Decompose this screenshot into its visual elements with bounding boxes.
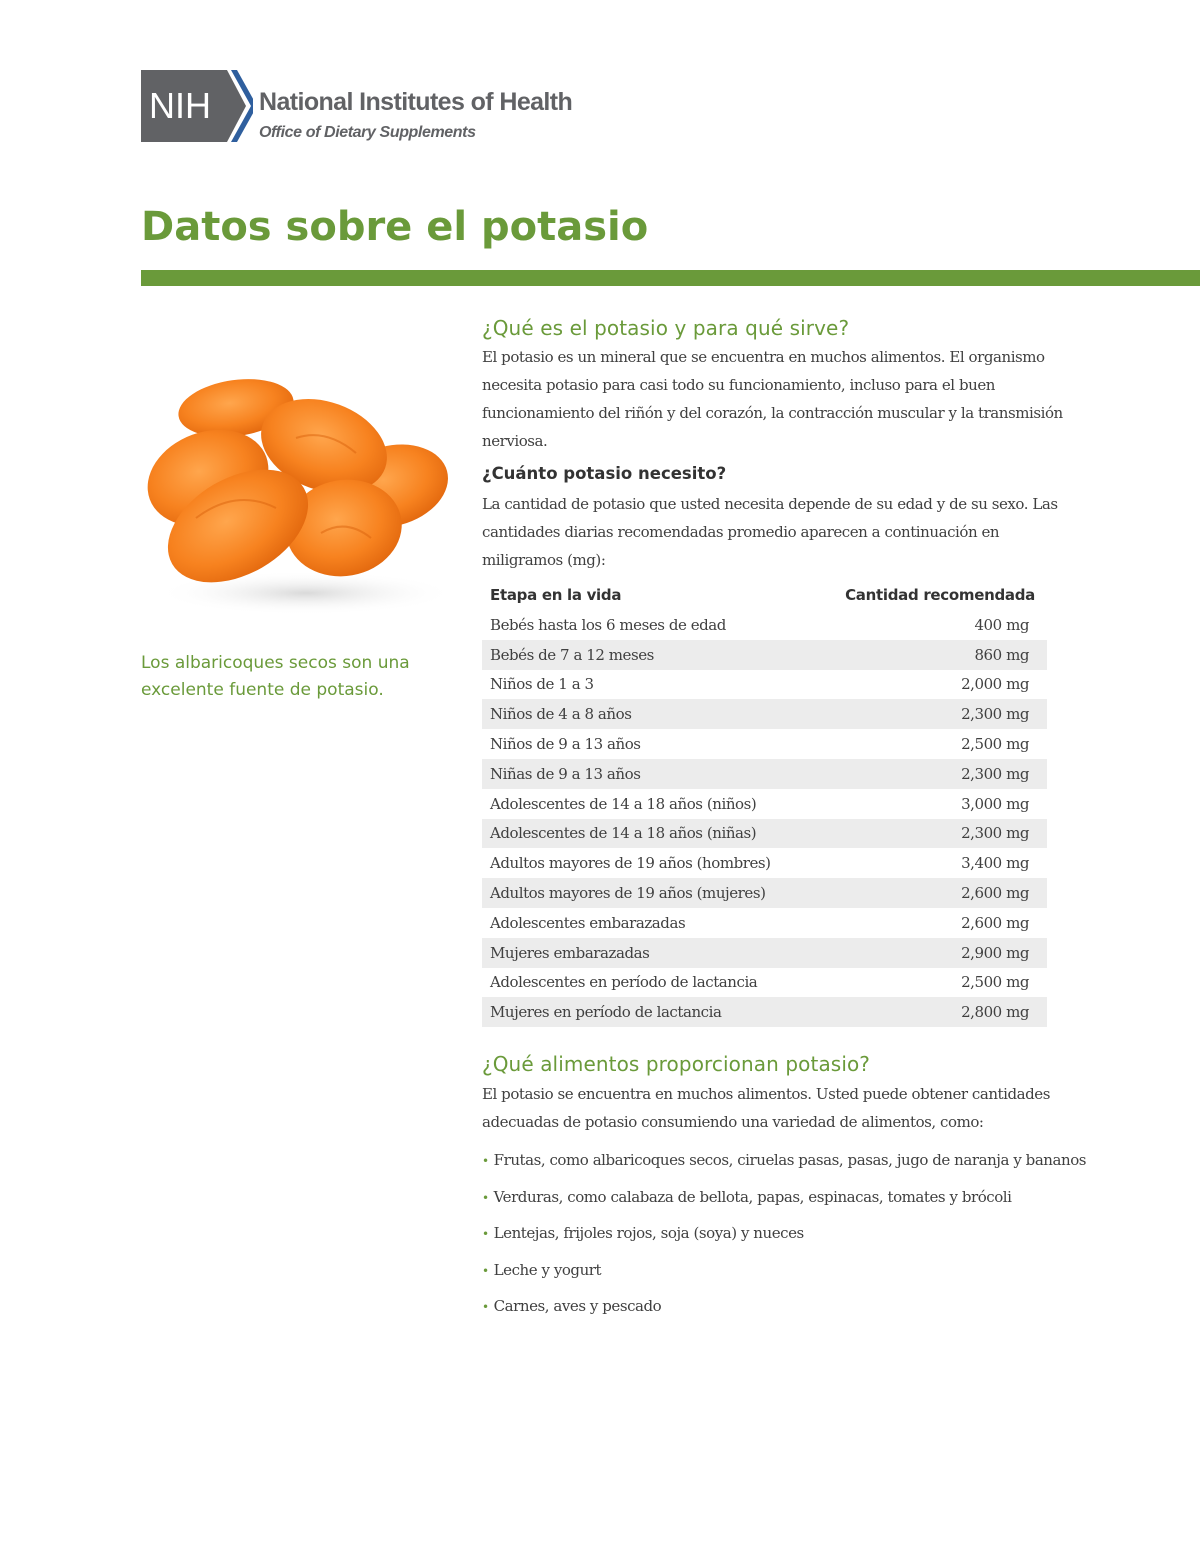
list-item-text: Verduras, como calabaza de bellota, papas, espinacas, tomates y brócoli (493, 1187, 1012, 1206)
stage-cell: Adolescentes de 14 a 18 años (niñas) (490, 824, 757, 843)
list-item (482, 1179, 1086, 1216)
amount-cell: 2,500 mg (961, 735, 1029, 754)
stage-cell: Mujeres embarazadas (490, 943, 650, 962)
amount-cell: 2,600 mg (961, 884, 1029, 903)
amount-cell: 3,400 mg (961, 854, 1029, 873)
table-header (482, 580, 1047, 610)
amount-cell: 400 mg (974, 615, 1029, 634)
table-row (482, 997, 1047, 1027)
stage-cell: Niños de 1 a 3 (490, 675, 594, 694)
table-row (482, 819, 1047, 849)
amount-cell: 3,000 mg (961, 794, 1029, 813)
bullet-icon: • (482, 1154, 489, 1168)
title-divider (141, 270, 1200, 286)
amount-cell: 2,300 mg (961, 705, 1029, 724)
amount-cell: 2,800 mg (961, 1003, 1029, 1022)
list-item (482, 1288, 1086, 1325)
column-header-stage: Etapa en la vida (490, 586, 622, 604)
photo-caption: Los albaricoques secos son una excelente fuente de potasio. (141, 653, 410, 700)
table-row (482, 908, 1047, 938)
amount-cell: 2,000 mg (961, 675, 1029, 694)
amount-cell: 860 mg (974, 645, 1029, 664)
table-row (482, 610, 1047, 640)
list-item (482, 1252, 1086, 1289)
amount-cell: 2,500 mg (961, 973, 1029, 992)
list-item (482, 1215, 1086, 1252)
amount-cell: 2,900 mg (961, 943, 1029, 962)
table-row (482, 640, 1047, 670)
stage-cell: Mujeres en período de lactancia (490, 1003, 722, 1022)
bullet-icon: • (482, 1263, 489, 1278)
bullet-icon: • (482, 1190, 489, 1205)
column-header-amount: Cantidad recomendada (845, 586, 1035, 604)
food-sources-text: El potasio se encuentra en muchos alimentos. Usted puede obtener cantidades adecuadas de potasio consumiendo una variedad de alimentos, como: (482, 1085, 1050, 1131)
stage-cell: Adolescentes de 14 a 18 años (niños) (490, 794, 757, 813)
stage-cell: Adultos mayores de 19 años (hombres) (490, 854, 771, 873)
logo-abbr: NIH (149, 85, 211, 126)
table-row (482, 789, 1047, 819)
list-item (482, 1142, 1086, 1179)
what-is-potassium-heading: ¿Qué es el potasio y para qué sirve? (482, 316, 850, 340)
page-title: Datos sobre el potasio (141, 204, 649, 250)
stage-cell: Bebés de 7 a 12 meses (490, 645, 654, 664)
table-row (482, 938, 1047, 968)
stage-cell: Niñas de 9 a 13 años (490, 764, 641, 783)
organization-name: National Institutes of Health (259, 88, 573, 116)
bullet-icon: • (482, 1300, 489, 1314)
office-name: Office of Dietary Supplements (259, 124, 476, 141)
table-row (482, 878, 1047, 908)
food-sources-heading: ¿Qué alimentos proporcionan potasio? (482, 1052, 871, 1076)
list-item-text: Carnes, aves y pescado (493, 1297, 662, 1315)
table-row (482, 968, 1047, 998)
table-row (482, 699, 1047, 729)
dried-apricots-photo (136, 368, 456, 618)
list-item-text: Frutas, como albaricoques secos, ciruelas pasas, pasas, jugo de naranja y bananos (493, 1151, 1087, 1169)
stage-cell: Adultos mayores de 19 años (mujeres) (490, 884, 766, 903)
list-item-text: Lentejas, frijoles rojos, soja (soya) y nueces (493, 1224, 804, 1242)
how-much-text: La cantidad de potasio que usted necesita depende de su edad y de su sexo. Las cantidades diarias recomendadas promedio aparecen a continuación en miligramos (mg): (482, 495, 1058, 569)
bullet-icon: • (482, 1227, 489, 1241)
stage-cell: Niños de 9 a 13 años (490, 735, 641, 754)
amount-cell: 2,300 mg (961, 824, 1029, 843)
list-item-text: Leche y yogurt (493, 1260, 602, 1279)
stage-cell: Niños de 4 a 8 años (490, 705, 632, 724)
table-body (482, 610, 1047, 1027)
stage-cell: Bebés hasta los 6 meses de edad (490, 615, 726, 634)
stage-cell: Adolescentes en período de lactancia (490, 973, 758, 992)
table-row (482, 729, 1047, 759)
food-sources-list (482, 1142, 1086, 1325)
amount-cell: 2,600 mg (961, 913, 1029, 932)
amount-cell: 2,300 mg (961, 764, 1029, 783)
stage-cell: Adolescentes embarazadas (490, 913, 686, 932)
table-row (482, 759, 1047, 789)
nih-logo-mark (141, 70, 253, 142)
what-is-potassium-text: El potasio es un mineral que se encuentra en muchos alimentos. El organismo necesita potasio para casi todo su funcionamiento, incluso para el buen funcionamiento del riñón y del corazón, la contracción muscular y la transmisión nerviosa. (482, 348, 1063, 450)
recommended-amounts-table (482, 580, 1047, 1027)
table-row (482, 670, 1047, 700)
table-row (482, 848, 1047, 878)
how-much-heading: ¿Cuánto potasio necesito? (482, 464, 727, 483)
